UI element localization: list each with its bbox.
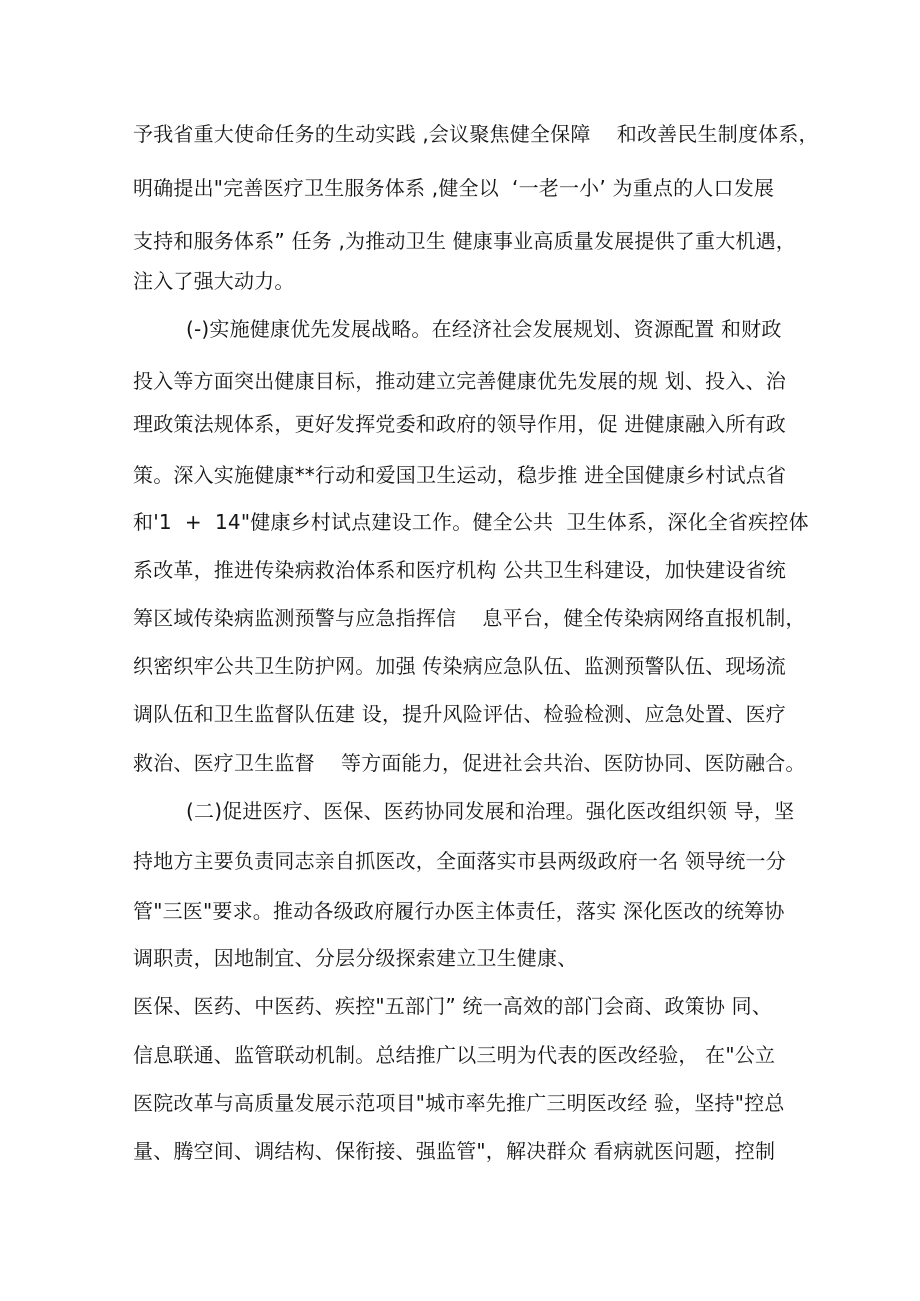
paragraph-heading-2: (二)促进医疗、医保、医药协同发展和治理。强化医改组织领 导，坚 bbox=[186, 799, 795, 823]
text-line: 管"三医"要求。推动各级政府履行办医主体责任，落实 深化医改的统筹协 bbox=[133, 899, 785, 923]
text-line: 注入了强大动力。 bbox=[133, 269, 295, 293]
text-line: 调队伍和卫生监督队伍建 设，提升风险评估、检验检测、应急处置、医疗 bbox=[133, 702, 786, 726]
text-line: 投入等方面突出健康目标，推动建立完善健康优先发展的规 划、投入、治 bbox=[133, 369, 786, 393]
text-line: 系改革，推进传染病救治体系和医疗机构 公共卫生科建设，加快建设省统 bbox=[133, 558, 786, 582]
text-line: 调职责，因地制宜、分层分级探索建立卫生健康、 bbox=[133, 946, 578, 970]
text-line: 信息联通、监管联动机制。总结推广以三明为代表的医改经验， 在"公立 bbox=[133, 1043, 776, 1067]
text-line: 支持和服务体系” 任务 ,为推动卫生 健康事业高质量发展提供了重大机遇， bbox=[133, 229, 796, 253]
text-line: 织密织牢公共卫生防护网。加强 传染病应急队伍、监测预警队伍、现场流 bbox=[133, 654, 786, 678]
text-line: 理政策法规体系，更好发挥党委和政府的领导作用，促 进健康融入所有政 bbox=[133, 412, 786, 436]
text-line: 予我省重大使命任务的生动实践 ,会议聚焦健全保障 和改善民生制度体系， bbox=[133, 122, 819, 146]
text-line: 和'1 + 14"健康乡村试点建设工作。健全公共 卫生体系，深化全省疾控体 bbox=[133, 510, 809, 534]
text-line: 救治、医疗卫生监督 等方面能力，促进社会共治、医防协同、医防融合。 bbox=[133, 751, 806, 775]
text-line: 医院改革与高质量发展示范项目"城市率先推广三明医改经 验，坚持"控总 bbox=[133, 1091, 785, 1115]
paragraph-heading-1: (-)实施健康优先发展战略。在经济社会发展规划、资源配置 和财政 bbox=[186, 317, 782, 341]
text-line: 量、腾空间、调结构、保衔接、强监管"，解决群众 看病就医问题，控制 bbox=[133, 1139, 776, 1163]
text-line: 策。深入实施健康**行动和爱国卫生运动，稳步推 进全国健康乡村试点省 bbox=[133, 463, 787, 487]
text-line: 持地方主要负责同志亲自抓医改，全面落实市县两级政府一名 领导统一分 bbox=[133, 849, 786, 873]
text-line: 医保、医药、中医药、疾控"五部门” 统一高效的部门会商、政策协 同、 bbox=[133, 994, 773, 1018]
text-line: 明确提出"完善医疗卫生服务体系 ,健全以 ‘一老一小’ 为重点的人口发展 bbox=[133, 176, 775, 200]
text-line: 筹区域传染病监测预警与应急指挥信 息平台，健全传染病网络直报机制， bbox=[133, 606, 806, 630]
